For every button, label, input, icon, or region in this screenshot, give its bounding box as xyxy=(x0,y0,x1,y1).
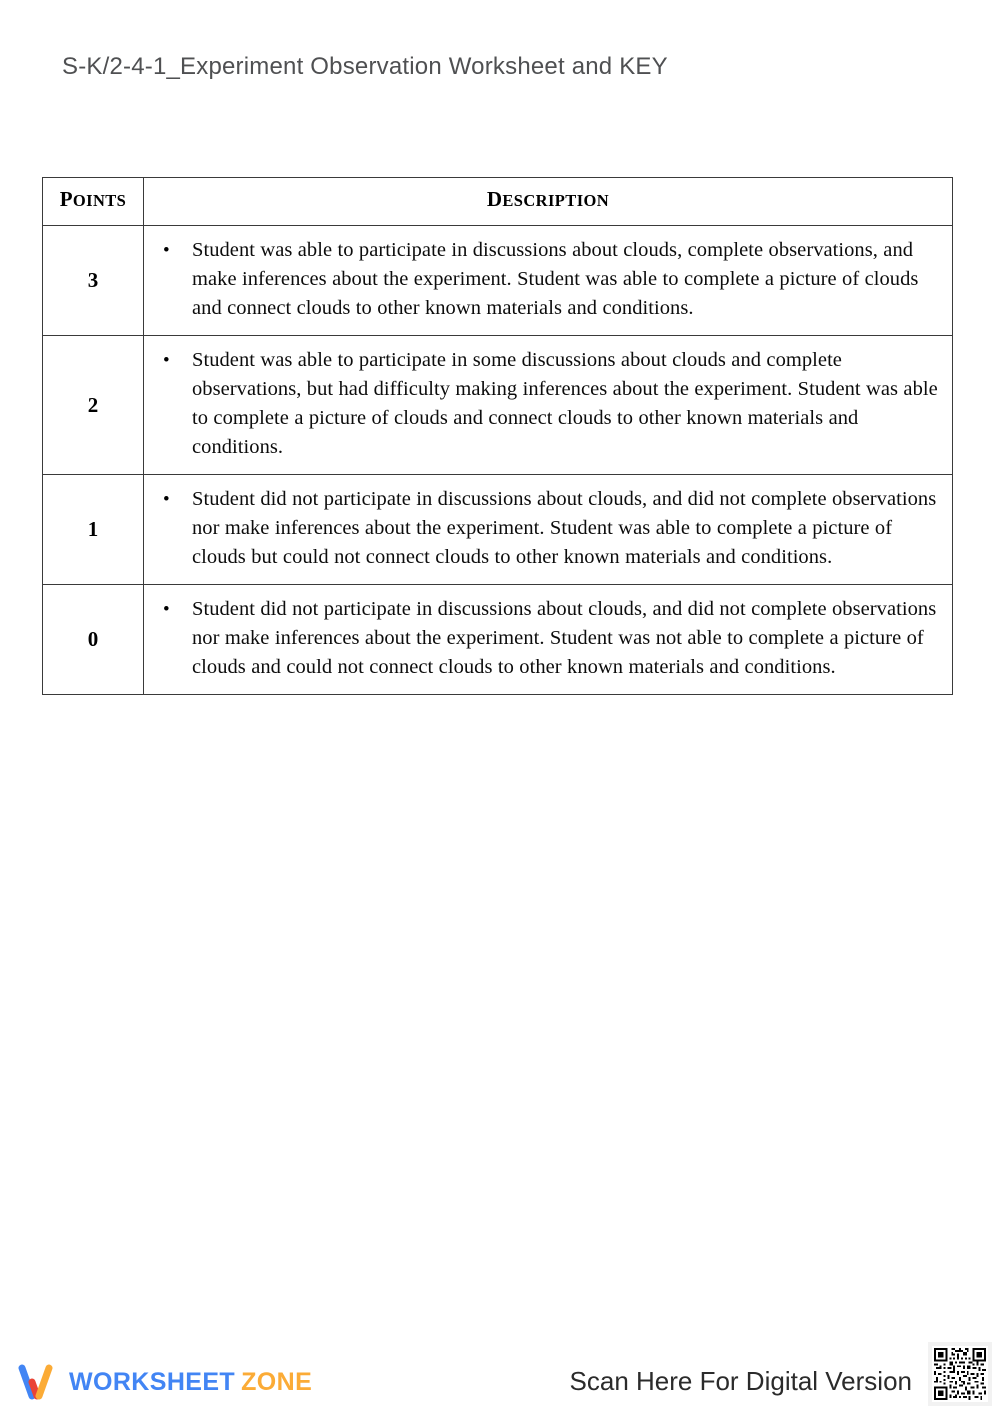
bullet-icon: • xyxy=(163,599,170,620)
description-cell xyxy=(144,475,953,585)
points-value: 2 xyxy=(43,336,144,475)
description-cell xyxy=(144,226,953,336)
bullet-icon: • xyxy=(163,489,170,510)
description-text: Student was able to participate in discussions about clouds, complete observations, and make inferences about the experiment. Student was able to complete a picture of clouds and connect clouds to other known materials and conditions. xyxy=(192,239,919,319)
list-item xyxy=(158,595,940,682)
column-header-points-label: POINTS xyxy=(59,187,127,211)
points-value: 3 xyxy=(43,226,144,336)
table-row xyxy=(43,226,953,336)
worksheet-zone-logo[interactable] xyxy=(18,1364,312,1400)
worksheet-zone-w-mark-icon xyxy=(18,1364,58,1400)
description-text: Student was able to participate in some discussions about clouds and complete observations, but had difficulty making inferences about the experiment. Student was able to complete a picture of clouds and connect clouds to other known materials and conditions. xyxy=(192,349,938,458)
column-header-description xyxy=(144,178,953,226)
table-header-row xyxy=(43,178,953,226)
column-header-points xyxy=(43,178,144,226)
description-text: Student did not participate in discussions about clouds, and did not complete observations nor make inferences about the experiment. Student was able to complete a picture of clouds but could not connect clouds to other known materials and conditions. xyxy=(192,488,937,568)
bullet-icon: • xyxy=(163,350,170,371)
page-footer xyxy=(0,1328,1000,1414)
qr-code-graphic xyxy=(932,1346,988,1402)
description-text: Student did not participate in discussions about clouds, and did not complete observations nor make inferences about the experiment. Student was not able to complete a picture of clouds and could not connect clouds to other known materials and conditions. xyxy=(192,598,937,678)
rubric-table-container xyxy=(42,177,952,695)
table-row xyxy=(43,336,953,475)
list-item xyxy=(158,485,940,572)
list-item xyxy=(158,346,940,462)
points-value: 1 xyxy=(43,475,144,585)
logo-word-worksheet: WORKSHEET xyxy=(69,1367,236,1396)
qr-code-icon[interactable] xyxy=(928,1342,992,1406)
points-value: 0 xyxy=(43,585,144,695)
table-row xyxy=(43,475,953,585)
column-header-description-label: DESCRIPTION xyxy=(486,187,610,211)
rubric-table xyxy=(42,177,953,695)
page-title: S-K/2-4-1_Experiment Observation Worksheet and KEY xyxy=(62,53,668,80)
scan-here-label: Scan Here For Digital Version xyxy=(569,1366,912,1396)
description-cell xyxy=(144,336,953,475)
bullet-icon: • xyxy=(163,240,170,261)
worksheet-zone-wordmark xyxy=(69,1367,313,1396)
description-cell xyxy=(144,585,953,695)
logo-word-zone: ZONE xyxy=(241,1367,313,1396)
table-row xyxy=(43,585,953,695)
list-item xyxy=(158,236,940,323)
rubric-table-body xyxy=(43,226,953,695)
